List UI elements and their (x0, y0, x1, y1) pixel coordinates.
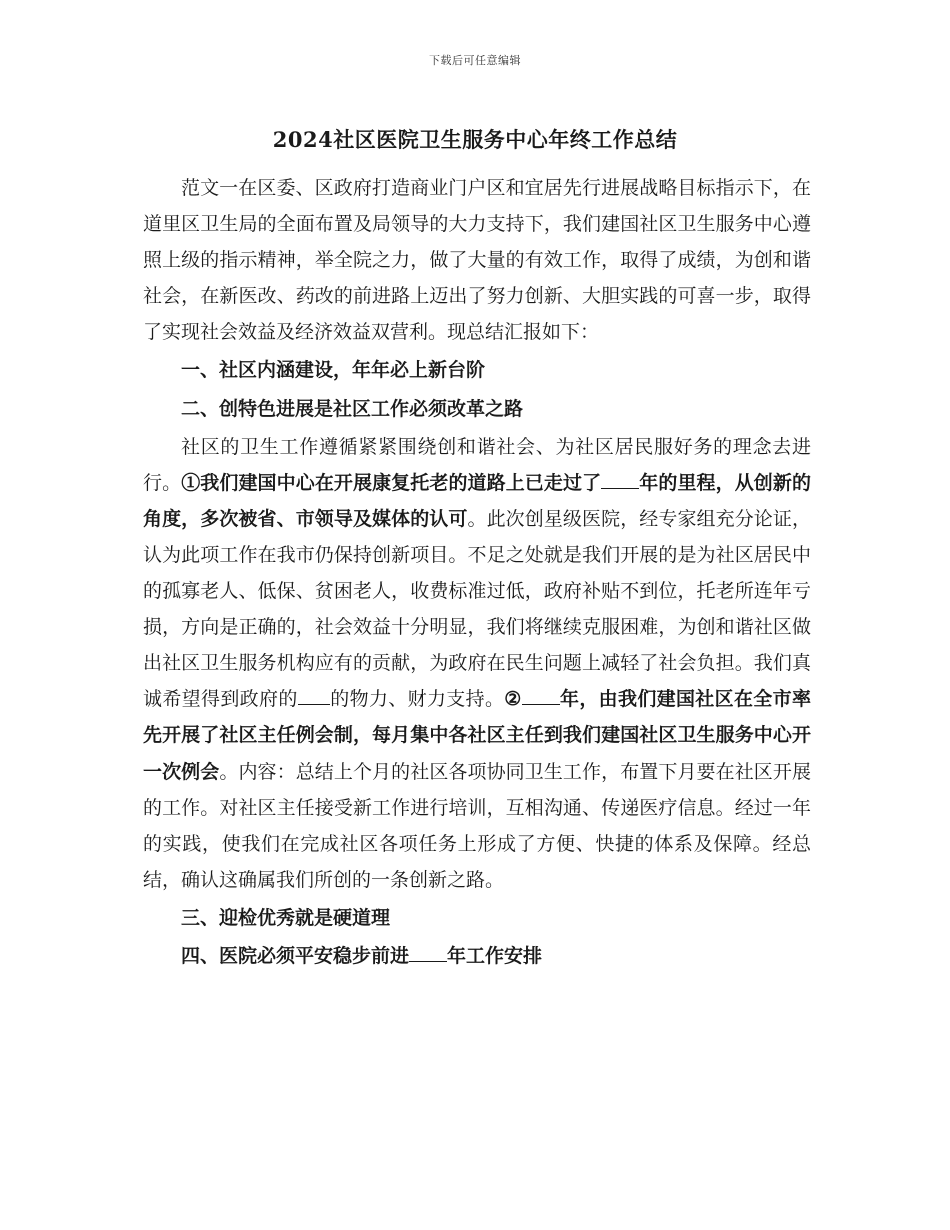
fill-blank (409, 942, 447, 962)
header-note: 下载后可任意编辑 (429, 54, 521, 67)
document-body (143, 170, 811, 976)
fill-blank (522, 685, 560, 705)
fill-blank (298, 685, 330, 705)
heading-segment: 四、医院必须平安稳步前进 (181, 944, 410, 967)
text-segment: 社区的卫生工作遵循紧紧围绕创和谐社会、为社区居民服好务的理念去进行。 (143, 435, 811, 494)
bold-segment: ①我们建国中心在开展康复托老的道路上已走过了 (181, 471, 602, 494)
fill-blank (601, 469, 639, 489)
text-segment: 的物力、财力支持。 (329, 688, 505, 711)
text-segment: 。内容：总结上个月的社区各项协同卫生工作，布置下月要在社区开展的工作。对社区主任接受新工作进行培训，互相沟通、传递医疗信息。经过一年的实践，使我们在完成社区各项任务上形成了方便、快捷的体系及保障。经总结，确认这确属我们所创的一条创新之路。 (143, 760, 811, 891)
section-heading-3: 三、迎检优秀就是硬道理 (181, 906, 391, 929)
section-heading-4 (143, 938, 811, 974)
bold-segment: 年的里程，从创新的角度，多次被省、市领导及媒体的认可 (143, 471, 811, 530)
bold-segment: ② (504, 688, 522, 711)
bold-segment: 年，由我们建国社区在全市率先开展了社区主任例会制，每月集中各社区主任到我们建国社区卫生服务中心开一次例会 (143, 688, 811, 783)
text-segment: 。此次创星级医院，经专家组充分论证，认为此项工作在我市仍保持创新项目。不足之处就是我们开展的是为社区居民中的孤寡老人、低保、贫困老人，收费标准过低，政府补贴不到位，托老所连年亏损，方向是正确的，社会效益十分明显，我们将继续克服困难，为创和谐社区做出社区卫生服务机构应有的贡献，为政府在民生问题上减轻了社会负担。我们真诚希望得到政府的 (143, 507, 811, 711)
section-heading-2: 二、创特色进展是社区工作必须改革之路 (181, 397, 524, 420)
section-heading-1: 一、社区内涵建设，年年必上新台阶 (181, 359, 486, 382)
paragraph-section-2 (143, 429, 811, 898)
paragraph-intro: 范文一在区委、区政府打造商业门户区和宜居先行进展战略目标指示下，在道里区卫生局的全面布置及局领导的大力支持下，我们建国社区卫生服务中心遵照上级的指示精神，举全院之力，做了大量的有效工作，取得了成绩，为创和谐社会，在新医改、药改的前进路上迈出了努力创新、大胆实践的可喜一步，取得了实现社会效益及经济效益双营利。现总结汇报如下： (143, 177, 811, 344)
heading-segment: 年工作安排 (447, 944, 543, 967)
document-title: 2024社区医院卫生服务中心年终工作总结 (272, 127, 678, 152)
